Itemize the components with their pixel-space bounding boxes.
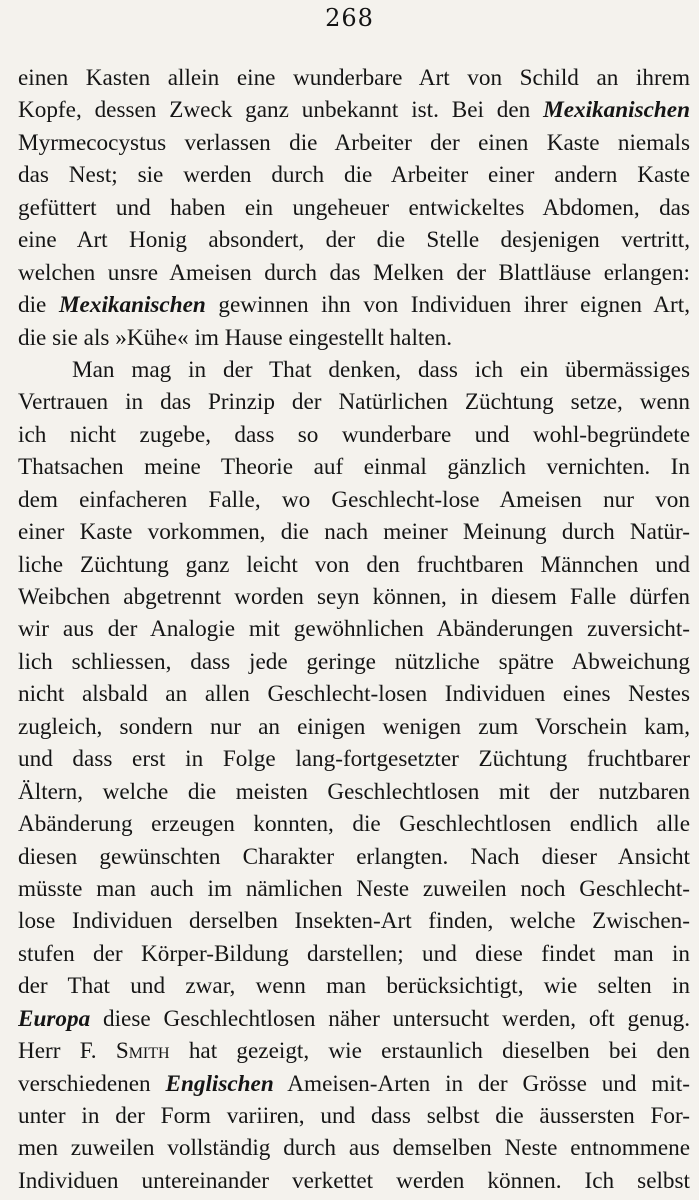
text-line: [18, 613, 690, 645]
small-caps-text: Smith: [115, 1038, 170, 1065]
text-line: [18, 873, 690, 905]
text-line: [18, 1132, 690, 1164]
text-run: Myrmecocystus verlassen die Arbeiter der einen Kaste niemals: [18, 129, 690, 156]
text-line: [18, 1068, 690, 1100]
text-run: Ältern, welche die meisten Geschlechtlosen mit der nutzbaren: [18, 778, 690, 805]
text-run: die sie als »Kühe« im Hause eingestellt halten.: [18, 324, 453, 351]
text-run: und dass erst in Folge lang-fortgesetzter Züchtung fruchtbarer: [18, 746, 690, 773]
text-line: [18, 94, 690, 126]
emphasized-text: Mexikanischen: [543, 97, 690, 124]
text-run: ich nicht zugebe, dass so wunderbare und wohl-begründete: [18, 421, 690, 448]
text-line: [18, 1100, 690, 1132]
text-run: Individuen untereinander verkettet werden können. Ich selbst: [18, 1167, 690, 1194]
text-line: [18, 549, 690, 581]
emphasized-text: Mexikanischen: [58, 292, 206, 319]
text-run: Abänderung erzeugen konnten, die Geschlechtlosen endlich alle: [18, 811, 690, 838]
text-run: müsste man auch im nämlichen Neste zuweilen noch Geschlecht-: [18, 875, 690, 902]
text-run: verschiedenen: [18, 1070, 166, 1097]
text-run: Weibchen abgetrennt worden seyn können, in diesem Falle dürfen: [18, 584, 690, 610]
text-run: diesen gewünschten Charakter erlangten. Nach dieser Ansicht: [18, 843, 690, 870]
text-line: [18, 711, 690, 743]
text-run: zugleich, sondern nur an einigen wenigen zum Vorschein kam,: [18, 713, 690, 740]
text-run: Vertrauen in das Prinzip der Natürlichen Züchtung setze, wenn: [18, 389, 690, 416]
text-line: [18, 516, 690, 548]
text-line: [18, 484, 690, 516]
text-line: [18, 646, 690, 678]
text-run: die: [18, 292, 59, 319]
text-line: [18, 62, 690, 94]
text-line: [18, 905, 690, 937]
text-line: [18, 1165, 690, 1197]
text-run: Herr F.: [18, 1038, 116, 1065]
text-line: [18, 581, 690, 613]
text-line: [18, 743, 690, 775]
text-line: [18, 127, 690, 159]
emphasized-text: Englischen: [165, 1070, 274, 1097]
text-run: Ameisen-Arten in der Grösse und mit-: [273, 1070, 690, 1097]
text-run: liche Züchtung ganz leicht von den fruchtbaren Männchen und: [18, 551, 690, 578]
text-line: [18, 938, 690, 970]
text-line: [18, 419, 690, 451]
page-number: 268: [325, 4, 374, 32]
body-text: [18, 62, 690, 1197]
text-run: dem einfacheren Falle, wo Geschlecht-lose Ameisen nur von: [18, 486, 690, 513]
text-line: [18, 841, 690, 873]
text-run: gewinnen ihn von Individuen ihrer eignen Art,: [205, 292, 690, 319]
text-run: gefüttert und haben ein ungeheuer entwickeltes Abdomen, das: [18, 194, 690, 221]
text-run: das Nest; sie werden durch die Arbeiter einer andern Kaste: [18, 162, 690, 189]
text-run: diese Geschlechtlosen näher untersucht werden, oft genug.: [90, 1005, 690, 1032]
text-line: [18, 776, 690, 808]
text-line: [18, 451, 690, 483]
text-run: stufen der Körper-Bildung darstellen; und diese findet man in: [18, 940, 690, 967]
text-line: [18, 386, 690, 418]
text-run: einer Kaste vorkommen, die nach meiner Meinung durch Natür-: [18, 519, 690, 546]
text-line: [18, 1003, 690, 1035]
text-run: Man mag in der That denken, dass ich ein übermässiges: [72, 356, 690, 383]
text-run: unter in der Form variiren, und dass selbst die äussersten For-: [18, 1103, 690, 1129]
text-run: lich schliessen, dass jede geringe nützliche spätre Abweichung: [18, 648, 690, 675]
text-run: welchen unsre Ameisen durch das Melken der Blattläuse erlangen:: [18, 259, 690, 286]
text-run: Thatsachen meine Theorie auf einmal gänzlich vernichten. In: [18, 454, 690, 481]
text-run: hat gezeigt, wie erstaunlich dieselben bei den: [169, 1038, 690, 1065]
text-run: der That und zwar, wenn man berücksichtigt, wie selten in: [18, 973, 690, 1000]
text-line: [18, 289, 690, 321]
text-line: [18, 808, 690, 840]
text-line: [18, 159, 690, 191]
text-line: [18, 192, 690, 224]
text-line: [18, 970, 690, 1002]
text-line: [18, 224, 690, 256]
text-line: [18, 678, 690, 710]
text-line: [18, 354, 690, 386]
text-line: [18, 322, 690, 354]
emphasized-text: Europa: [18, 1005, 91, 1032]
text-run: Kopfe, dessen Zweck ganz unbekannt ist. Bei den: [18, 97, 544, 124]
text-run: lose Individuen derselben Insekten-Art finden, welche Zwischen-: [18, 908, 690, 935]
text-run: nicht alsbald an allen Geschlecht-losen Individuen eines Nestes: [18, 681, 690, 708]
text-run: men zuweilen vollständig durch aus demselben Neste entnommene: [18, 1135, 690, 1162]
text-line: [18, 257, 690, 289]
text-run: wir aus der Analogie mit gewöhnlichen Abänderungen zuversicht-: [18, 616, 690, 643]
text-run: einen Kasten allein eine wunderbare Art von Schild an ihrem: [18, 65, 690, 91]
text-run: eine Art Honig absondert, der die Stelle desjenigen vertritt,: [18, 227, 690, 254]
text-line: [18, 1035, 690, 1067]
